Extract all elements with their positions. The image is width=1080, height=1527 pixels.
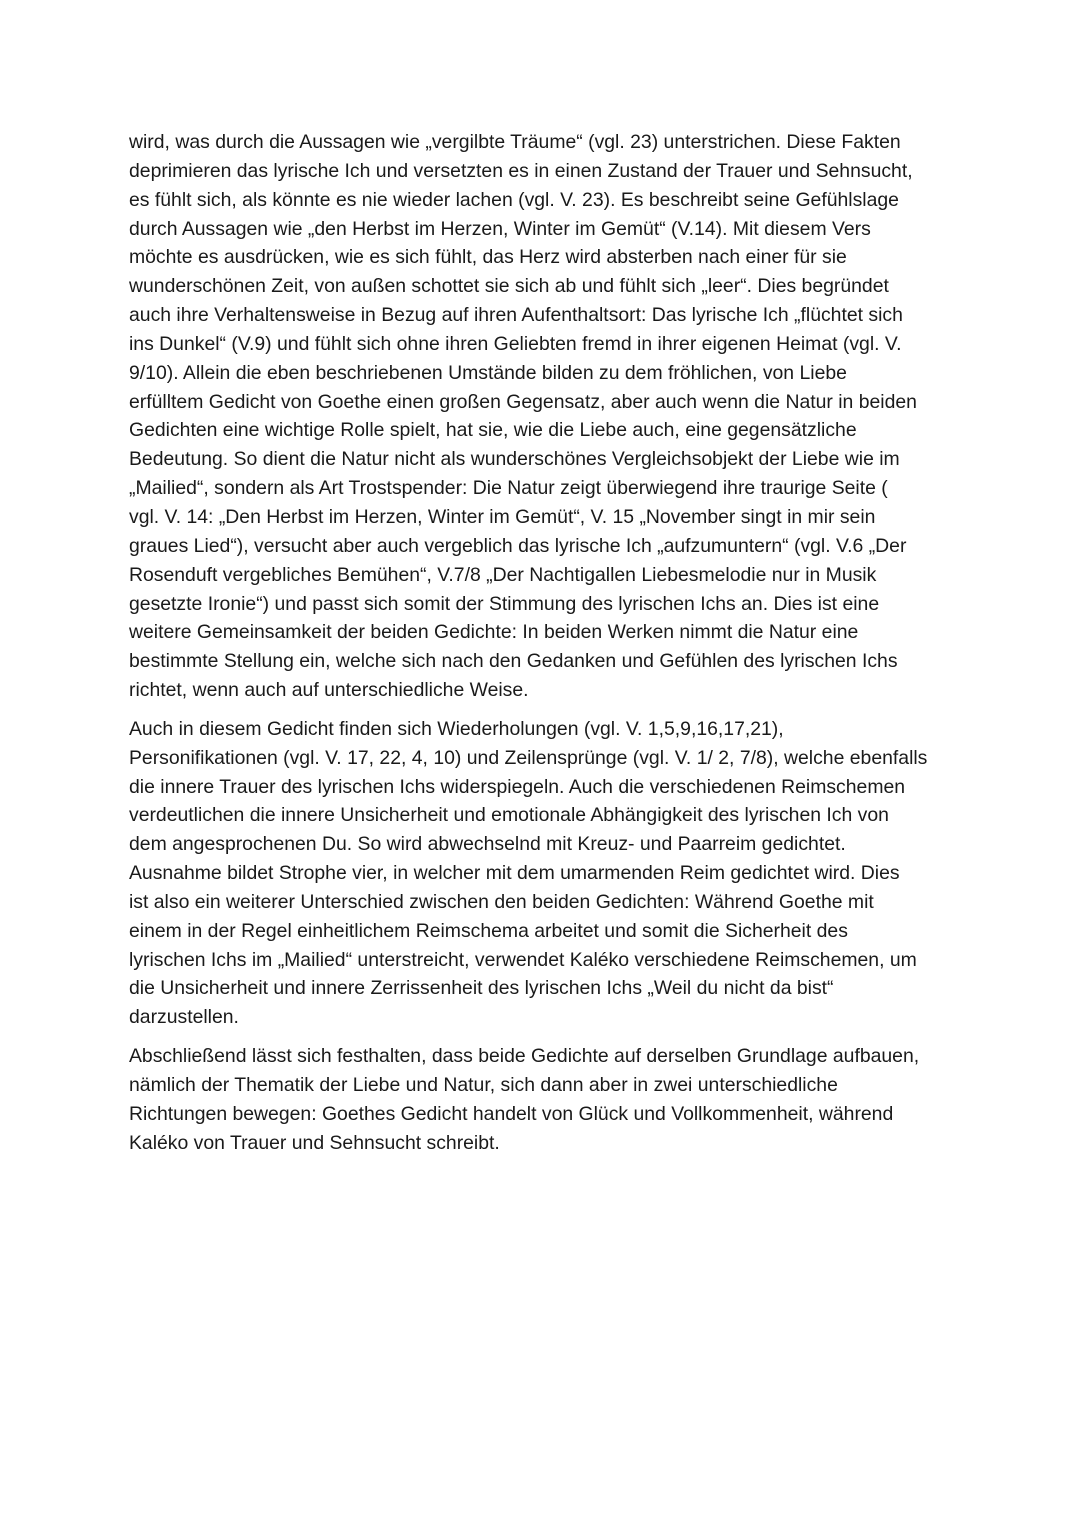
text-line: Ausnahme bildet Strophe vier, in welcher mit dem umarmenden Reim gedichtet wird. Dies [129,862,900,885]
text-line: Richtungen bewegen: Goethes Gedicht handelt von Glück und Vollkommenheit, während [129,1102,894,1125]
text-line: Rosenduft vergebliches Bemühen“, V.7/8 „Der Nachtigallen Liebesmelodie nur in Musik [129,563,877,586]
text-line: darzustellen. [129,1006,239,1029]
text-line: durch Aussagen wie „den Herbst im Herzen, Winter im Gemüt“ (V.14). Mit diesem Vers [129,217,871,240]
text-line: richtet, wenn auch auf unterschiedliche Weise. [129,679,529,702]
text-line: einem in der Regel einheitlichem Reimschema arbeitet und somit die Sicherheit des [129,919,848,942]
text-line: 9/10). Allein die eben beschriebenen Umstände bilden zu dem fröhlichen, von Liebe [129,361,847,384]
text-line: Bedeutung. So dient die Natur nicht als wunderschönes Vergleichsobjekt der Liebe wie im [129,448,900,471]
text-line: graues Lied“), versucht aber auch vergeblich das lyrische Ich „aufzumuntern“ (vgl. V.6 „Der [129,534,907,557]
text-line: Auch in diesem Gedicht finden sich Wiederholungen (vgl. V. 1,5,9,16,17,21), [129,717,784,740]
text-line: gesetzte Ironie“) und passt sich somit der Stimmung des lyrischen Ichs an. Dies ist eine [129,592,880,615]
text-line: wunderschönen Zeit, von außen schottet sie sich ab und fühlt sich „leer“. Dies begründet [129,275,889,298]
text-line: es fühlt sich, als könnte es nie wieder lachen (vgl. V. 23). Es beschreibt seine Gefühlslage [129,188,899,211]
text-line: ist also ein weiterer Unterschied zwischen den beiden Gedichten: Während Goethe mit [129,890,874,913]
paragraph-conclusion [129,1042,959,1157]
text-line: die Unsicherheit und innere Zerrissenheit des lyrischen Ichs „Weil du nicht da bist“ [129,977,834,1000]
text-line: wird, was durch die Aussagen wie „vergilbte Träume“ (vgl. 23) unterstrichen. Diese Fakten [129,131,901,153]
text-line: ins Dunkel“ (V.9) und fühlt sich ohne ihren Geliebten fremd in ihrer eigenen Heimat (vgl. V. [129,332,902,355]
text-line: Personifikationen (vgl. V. 17, 22, 4, 10) und Zeilensprünge (vgl. V. 1/ 2, 7/8), welche ebenfalls [129,746,928,769]
text-line: Abschließend lässt sich festhalten, dass beide Gedichte auf derselben Grundlage aufbauen, [129,1045,920,1068]
text-line: verdeutlichen die innere Unsicherheit und emotionale Abhängigkeit des lyrischen Ich von [129,804,889,827]
text-line: auch ihre Verhaltensweise in Bezug auf ihren Aufenthaltsort: Das lyrische Ich „flüchtet sich [129,304,903,327]
text-line: bestimmte Stellung ein, welche sich nach den Gedanken und Gefühlen des lyrischen Ichs [129,650,898,673]
document-body [129,128,959,1158]
text-line: deprimieren das lyrische Ich und versetzten es in einen Zustand der Trauer und Sehnsucht, [129,159,913,182]
text-line: möchte es ausdrücken, wie es sich fühlt, das Herz wird absterben nach einer für sie [129,246,847,269]
text-line: Gedichten eine wichtige Rolle spielt, hat sie, wie die Liebe auch, eine gegensätzliche [129,419,857,442]
text-line: dem angesprochenen Du. So wird abwechselnd mit Kreuz- und Paarreim gedichtet. [129,833,846,856]
text-line: weitere Gemeinsamkeit der beiden Gedichte: In beiden Werken nimmt die Natur eine [129,621,859,644]
text-line: „Mailied“, sondern als Art Trostspender: Die Natur zeigt überwiegend ihre traurige Seite ( [129,477,888,500]
paragraph-stylistic-devices [129,715,959,1032]
text-line: Kaléko von Trauer und Sehnsucht schreibt. [129,1131,500,1154]
text-line: vgl. V. 14: „Den Herbst im Herzen, Winter im Gemüt“, V. 15 „November singt in mir sein [129,505,876,528]
text-line: die innere Trauer des lyrischen Ichs widerspiegeln. Auch die verschiedenen Reimschemen [129,775,906,798]
text-line: nämlich der Thematik der Liebe und Natur, sich dann aber in zwei unterschiedliche [129,1074,838,1096]
paragraph-analysis-nature [129,128,959,705]
text-line: lyrischen Ichs im „Mailied“ unterstreicht, verwendet Kaléko verschiedene Reimschemen, um [129,948,917,971]
text-line: erfülltem Gedicht von Goethe einen großen Gegensatz, aber auch wenn die Natur in beiden [129,390,917,413]
